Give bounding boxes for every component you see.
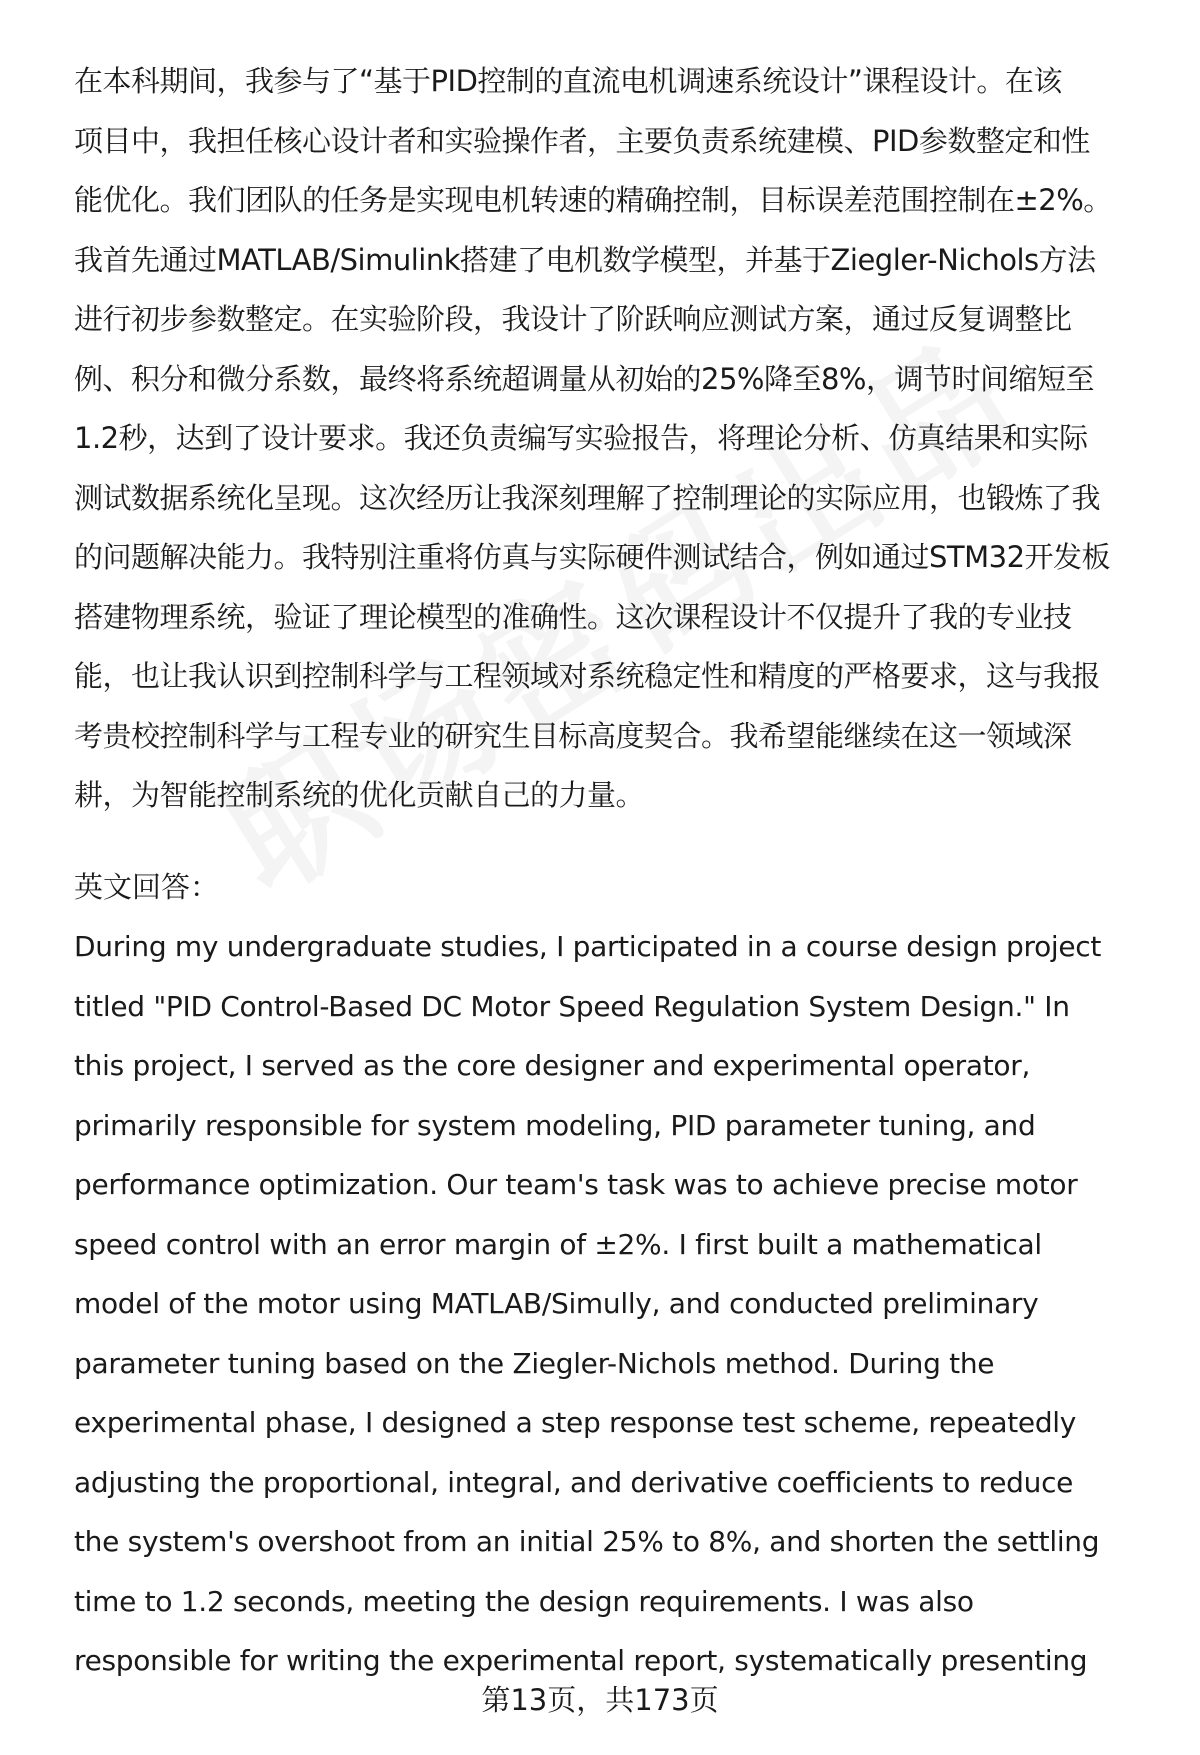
paragraph-line: parameter tuning based on the Ziegler-Nichols method. During the [74,1346,995,1380]
paragraph-spacer [74,826,1154,858]
paragraph-line: 1.2秒，达到了设计要求。我还负责编写实验报告，将理论分析、仿真结果和实际 [74,421,1088,455]
paragraph-line: 进行初步参数整定。在实验阶段，我设计了阶跃响应测试方案，通过反复调整比 [74,302,1072,336]
page-content [74,52,1154,1691]
chinese-answer-paragraph [74,52,1154,826]
paragraph-line: time to 1.2 seconds, meeting the design requirements. I was also [74,1584,974,1618]
paragraph-line: 考贵校控制科学与工程专业的研究生目标高度契合。我希望能继续在这一领域深 [74,718,1072,753]
paragraph-line: adjusting the proportional, integral, and derivative coefficients to reduce [74,1465,1074,1499]
paragraph-line: 我首先通过MATLAB/Simulink搭建了电机数学模型，并基于Ziegler-Nichols方法 [74,242,1096,277]
paragraph-line: 能优化。我们团队的任务是实现电机转速的精确控制，目标误差范围控制在±2%。 [74,183,1112,217]
paragraph-line: titled "PID Control-Based DC Motor Speed Regulation System Design." In [74,989,1070,1023]
paragraph-line: primarily responsible for system modeling, PID parameter tuning, and [74,1108,1036,1142]
paragraph-line: 搭建物理系统，验证了理论模型的准确性。这次课程设计不仅提升了我的专业技 [74,599,1072,634]
english-answer-label: 英文回答： [74,869,220,904]
paragraph-line: the system's overshoot from an initial 25% to 8%, and shorten the settling [74,1525,1100,1558]
paragraph-line: performance optimization. Our team's task was to achieve precise motor [74,1168,1078,1201]
paragraph-line: responsible for writing the experimental report, systematically presenting [74,1644,1088,1677]
paragraph-line: this project, I served as the core designer and experimental operator, [74,1049,1031,1082]
paragraph-line: 项目中，我担任核心设计者和实验操作者，主要负责系统建模、PID参数整定和性 [74,123,1090,158]
paragraph-line: 耕，为智能控制系统的优化贡献自己的力量。 [74,778,645,812]
paragraph-line: 在本科期间，我参与了“基于PID控制的直流电机调速系统设计”课程设计。在该 [74,64,1062,98]
paragraph-line: 能，也让我认识到控制科学与工程领域对系统稳定性和精度的严格要求，这与我报 [74,659,1101,693]
paragraph-line: 例、积分和微分系数，最终将系统超调量从初始的25%降至8%，调节时间缩短至 [74,361,1094,396]
page-number-footer: 第13页，共173页 [481,1683,719,1717]
paragraph-line: 的问题解决能力。我特别注重将仿真与实际硬件测试结合，例如通过STM32开发板 [74,540,1111,574]
paragraph-line: 测试数据系统化呈现。这次经历让我深刻理解了控制理论的实际应用，也锻炼了我 [74,480,1101,515]
paragraph-line: experimental phase, I designed a step response test scheme, repeatedly [74,1406,1077,1439]
english-answer-paragraph [74,917,1154,1691]
paragraph-line: speed control with an error margin of ±2%. I first built a mathematical [74,1227,1042,1261]
paragraph-line: During my undergraduate studies, I participated in a course design project [74,930,1102,963]
paragraph-line: model of the motor using MATLAB/Simully, and conducted preliminary [74,1287,1039,1320]
